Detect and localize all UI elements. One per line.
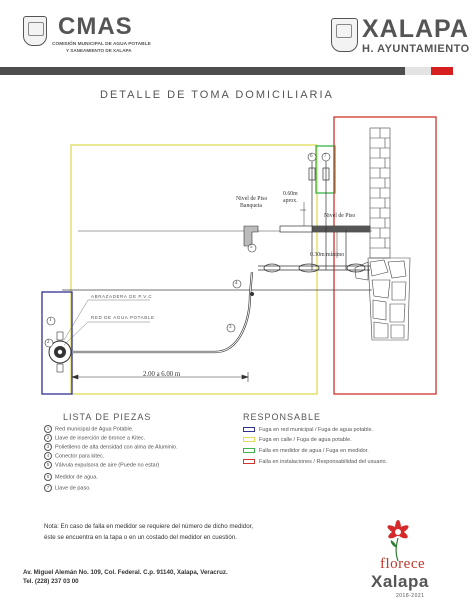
xalapa-subtitle: H. AYUNTAMIENTO: [362, 43, 470, 55]
zone-calle-yellow: [71, 145, 317, 394]
footer-xalapa: Xalapa: [371, 572, 429, 591]
cmas-subtitle-1: COMISIÓN MUNICIPAL DE AGUA POTABLE: [52, 42, 151, 47]
list-item: 4 Conector para kitec.: [44, 452, 104, 461]
list-item: Fuga en red municipal / Fuga de agua potable.: [243, 426, 373, 435]
leader-lines: [64, 300, 150, 345]
curb: [244, 226, 258, 246]
list-item: 3 Polietileno de alta densidad con alma de Aluminio.: [44, 443, 178, 452]
xalapa-title: XALAPA: [362, 15, 469, 43]
label-minimo: 0.30m mínimo: [310, 252, 345, 258]
sidewalk-hatched: [312, 226, 370, 232]
flower-logo-icon: [378, 514, 428, 562]
list-item: 1 Red municipal de Agua Potable.: [44, 425, 133, 434]
label-depth-1: 0.60m: [283, 191, 298, 197]
swatch-yellow: [243, 437, 255, 442]
list-item: 7 Llave de paso.: [44, 484, 91, 493]
callout-3-label: 3: [229, 325, 232, 330]
footer-phone: Tel. (228) 237 03 00: [23, 578, 79, 585]
responsable-title: RESPONSABLE: [243, 412, 322, 422]
list-item: Falla en medidor de agua / Fuga en medidor.: [243, 447, 369, 456]
red-municipal-pipe: [49, 332, 71, 372]
lista-piezas-title: LISTA DE PIEZAS: [63, 412, 152, 422]
footer-years: 2018-2021: [396, 593, 425, 599]
label-red-agua: RED DE AGUA POTABLE: [91, 315, 155, 320]
polietileno-tube: [72, 272, 252, 352]
list-item: 5 Válvula expulsora de aire (Puede no estar): [44, 461, 159, 470]
cmas-title: CMAS: [58, 13, 133, 40]
callouts: [45, 153, 330, 347]
footer-florece: florece: [380, 556, 426, 572]
diagram-title: DETALLE DE TOMA DOMICILIARIA: [100, 89, 334, 101]
swatch-green: [243, 448, 255, 453]
label-abrazadera: ABRAZADERA DE P.V.C: [91, 294, 153, 299]
list-item: 6 Medidor de agua.: [44, 473, 98, 482]
label-dimension: 2.00 a 6.00 m: [143, 371, 181, 378]
label-nivel-piso-banqueta-1: Nivel de Piso: [236, 196, 268, 202]
label-depth-2: aprox.: [283, 198, 298, 204]
brick-wall: [370, 128, 390, 258]
list-item: Fuga en calle / Fuga de agua potable.: [243, 436, 352, 445]
service-pipe: [258, 264, 370, 272]
label-nivel-piso-banqueta-2: Banqueta: [240, 203, 262, 209]
list-item: 2 Llave de inserción de bronce a Kitec.: [44, 434, 145, 443]
cmas-subtitle-2: Y SANEAMIENTO DE XALAPA: [66, 48, 132, 53]
label-nivel-piso: Nivel de Piso: [324, 213, 356, 219]
callout-2-label: 2: [47, 340, 50, 345]
list-item: Falla en instalaciones / Responsabilidad del usuario.: [243, 458, 387, 467]
nota-text: Nota: En caso de falla en medidor se requiere del número de dicho medidor, éste se encuentra en la tapa o en un costado del medidor en cuestión.: [44, 523, 254, 541]
callout-1-label: 1: [49, 318, 52, 323]
swatch-red: [243, 459, 255, 464]
callout-5-label: 5: [250, 245, 253, 250]
callout-4-label: 4: [235, 281, 238, 286]
footer-address: Av. Miguel Alemán No. 109, Col. Federal. C.p. 91140, Xalapa, Veracruz.: [23, 569, 228, 576]
swatch-blue: [243, 427, 255, 432]
callout-6-label: 6: [310, 154, 313, 159]
kitec-connector: [250, 292, 254, 296]
callout-7-label: 7: [324, 154, 327, 159]
